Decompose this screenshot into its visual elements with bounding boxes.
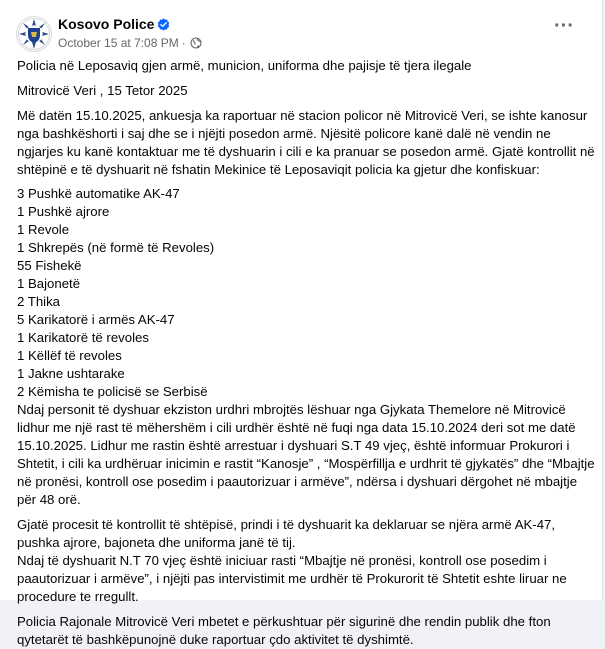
post-suspect-paragraph: Ndaj të dyshuarit N.T 70 vjeç është iniciuar rasti “Mbajtje në pronësi, kontroll ose posedim i paautorizuar i armëve”, i njëjti pas intervistimit me urdhër të Prokurorit të Shtetit eshte liruar ne procedure te rregullt. bbox=[17, 553, 571, 604]
list-item: 1 Jakne ushtarake bbox=[17, 366, 125, 381]
post-timestamp[interactable]: October 15 at 7:08 PM bbox=[58, 36, 179, 50]
post-dateline: Mitrovicë Veri , 15 Tetor 2025 bbox=[17, 83, 188, 98]
list-item: 55 Fishekë bbox=[17, 258, 82, 273]
list-item: 2 Thika bbox=[17, 294, 61, 309]
kosovo-police-emblem-icon bbox=[17, 17, 51, 51]
more-options-icon: ··· bbox=[554, 15, 574, 37]
more-options-button[interactable] bbox=[550, 15, 578, 40]
list-item: 3 Pushkë automatike AK-47 bbox=[17, 186, 180, 201]
list-item: 1 Shkrepës (në formë të Revoles) bbox=[17, 240, 215, 255]
post-body bbox=[17, 57, 599, 649]
list-item: 1 Revole bbox=[17, 222, 70, 237]
post-closing-paragraph: Policia Rajonale Mitrovicë Veri mbetet e përkushtuar për sigurinë dhe rendin publik dhe fton qytetarët të bashkëpunojnë duke raportuar çdo aktivitet të dyshimtë. bbox=[17, 614, 555, 647]
post-title: Policia në Leposaviq gjen armë, municion, uniforma dhe pajisje të tjera ilegale bbox=[17, 58, 472, 73]
verified-badge-icon bbox=[157, 18, 170, 34]
globe-icon[interactable] bbox=[190, 37, 202, 52]
page-name-label[interactable]: Kosovo Police bbox=[58, 16, 155, 32]
list-item: 1 Bajonetë bbox=[17, 276, 81, 291]
list-item: 1 Këllëf të revoles bbox=[17, 348, 122, 363]
confiscated-items-list bbox=[17, 185, 599, 401]
post-process-paragraph: Gjatë procesit të kontrollit të shtëpisë, prindi i të dyshuarit ka deklaruar se njëra armë AK-47, pushka ajrore, bajoneta dhe uniforma janë të tij. bbox=[17, 517, 559, 550]
page-name[interactable] bbox=[58, 16, 170, 34]
meta-separator: · bbox=[181, 36, 186, 50]
list-item: 1 Pushkë ajrore bbox=[17, 204, 110, 219]
list-item: 2 Këmisha te policisë se Serbisë bbox=[17, 384, 208, 399]
post-meta bbox=[58, 36, 202, 52]
list-item: 1 Karikatorë të revoles bbox=[17, 330, 149, 345]
list-item: 5 Karikatorë i armës AK-47 bbox=[17, 312, 175, 327]
page-avatar[interactable] bbox=[16, 16, 52, 52]
post-intro: Më datën 15.10.2025, ankuesja ka raportuar në stacion policor në Mitrovicë Veri, se ishte kanosur nga bashkëshorti i saj dhe se i njëjti posedon armë. Njësitë policore kanë dalë në vendin ne ngjarjes ku kanë kontaktuar me të dyshuarin i cili e ka pranuar se posedon armë. Gjatë kontrollit në shtëpinë e të dyshuarit në fshatin Mekinice të Leposaviqit policia ka gjetur dhe konfiskuar: bbox=[17, 108, 599, 177]
post-warrant-paragraph: Ndaj personit të dyshuar ekziston urdhri mbrojtës lëshuar nga Gjykata Themelore në Mitrovicë lidhur me një rast të mëhershëm i cili urdhër është në fuqi nga data 15.10.2024 deri sot me datë 15.10.2025. Lidhur me rastin është arrestuar i dyshuari S.T 49 vjeç, është informuar Prokurori i Shtetit, i cili ka urdhëruar inicimin e rastit “Kanosje” , “Mospërfillja e urdhrit të gjykatës” dhe “Mbajtje në pronësi, kontroll ose posedim i paautorizuar i armëve”, ndërsa i dyshuari dërgohet në mbajtje për 48 orë. bbox=[17, 402, 599, 507]
post-header bbox=[16, 14, 586, 54]
